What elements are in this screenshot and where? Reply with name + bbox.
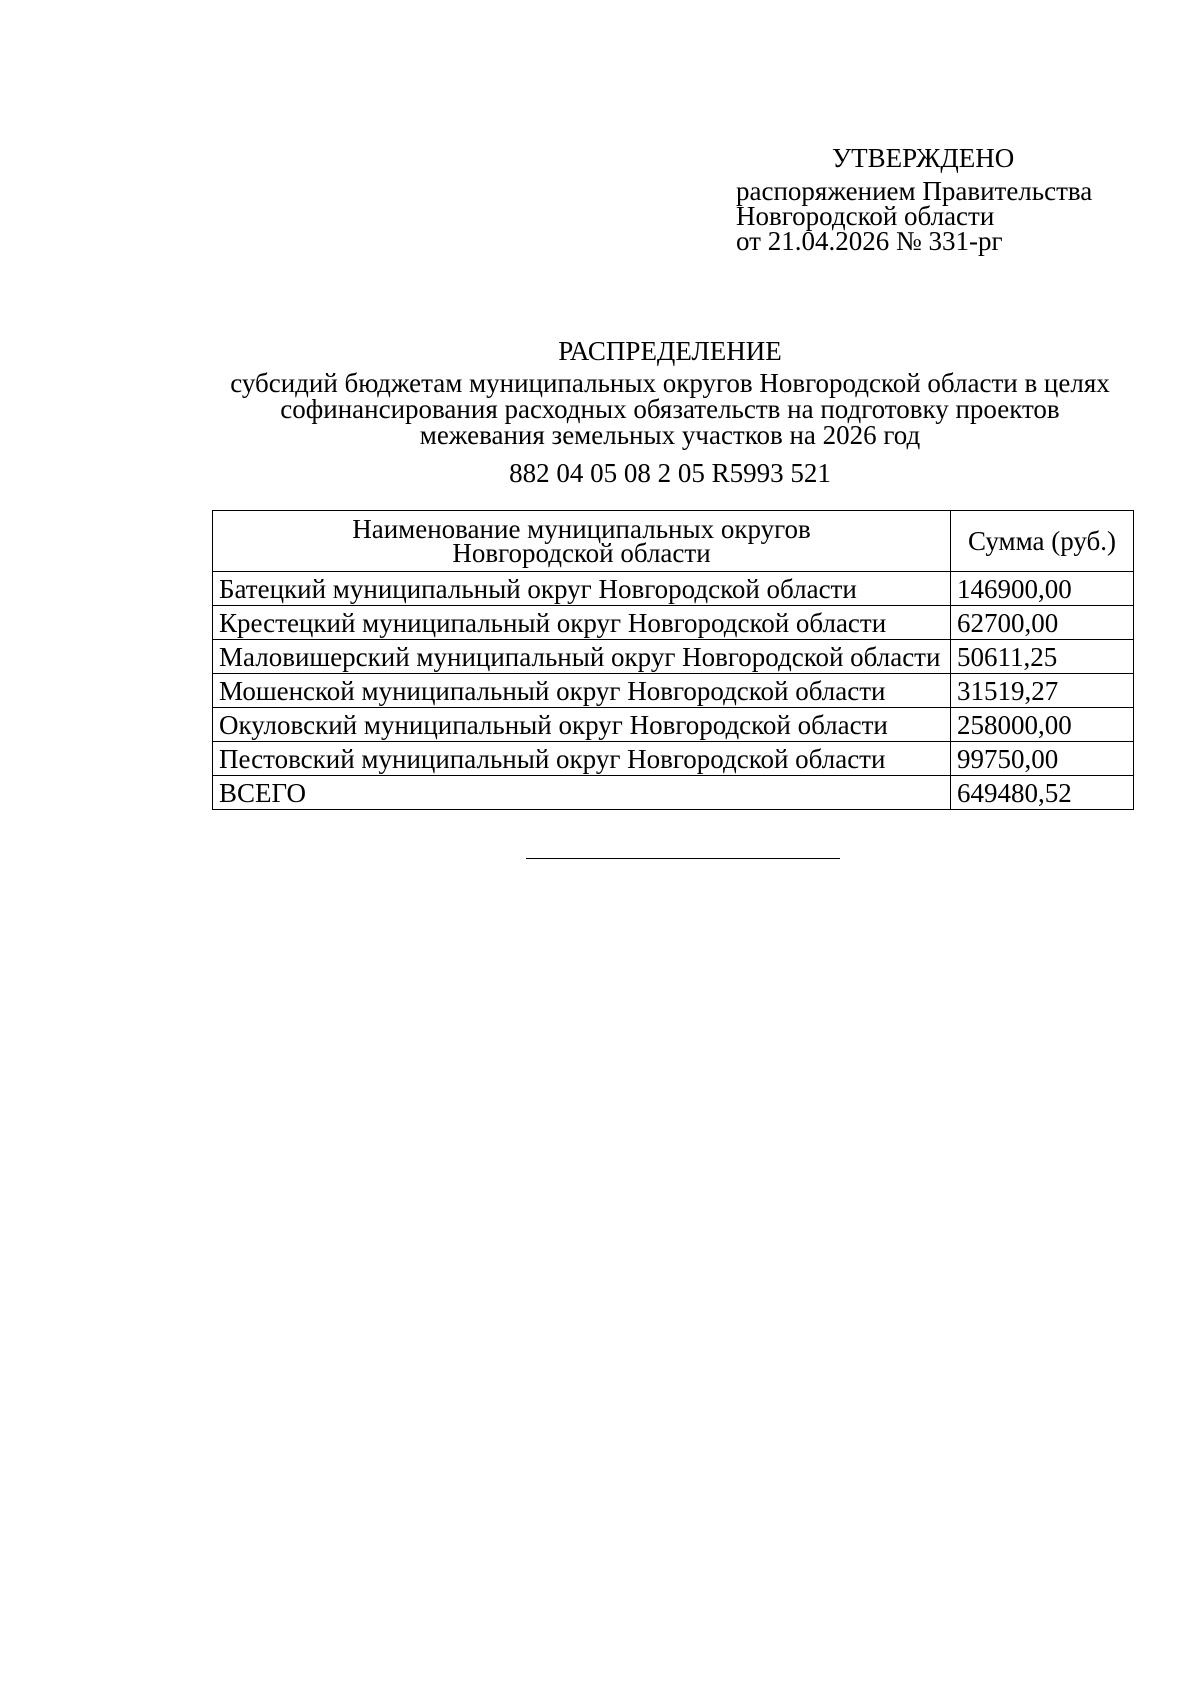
- table-row: [213, 742, 1134, 776]
- table-row: [213, 708, 1134, 742]
- approval-line-1: распоряжением Правительства: [736, 176, 1093, 206]
- table-row: [213, 572, 1134, 606]
- table-header-row: [213, 511, 1134, 572]
- row-sum-cell: 146900,00: [951, 572, 1134, 606]
- table-total-row: [213, 776, 1134, 810]
- row-name-cell: Маловишерский муниципальный округ Новгородской области: [213, 640, 951, 674]
- row-name-cell: Батецкий муниципальный округ Новгородской области: [213, 572, 951, 606]
- total-label-cell: ВСЕГО: [213, 776, 951, 810]
- row-sum-cell: 50611,25: [951, 640, 1134, 674]
- document-subtitle-line-2: софинансирования расходных обязательств на подготовку проектов: [280, 394, 1060, 424]
- approval-line-3: от 21.04.2026 № 331-рг: [736, 226, 1003, 256]
- document-subtitle-line-1: субсидий бюджетам муниципальных округов Новгородской области в целях: [230, 368, 1110, 398]
- table-row: [213, 640, 1134, 674]
- table-row: [213, 606, 1134, 640]
- header-sum-column: Сумма (руб.): [951, 511, 1134, 572]
- header-name-column: [213, 511, 951, 572]
- document-heading: РАСПРЕДЕЛЕНИЕ: [558, 336, 782, 366]
- document-subtitle-line-3: межевания земельных участков на 2026 год: [419, 420, 921, 450]
- row-name-cell: Окуловский муниципальный округ Новгородской области: [213, 708, 951, 742]
- row-name-cell: Крестецкий муниципальный округ Новгородской области: [213, 606, 951, 640]
- row-sum-cell: 99750,00: [951, 742, 1134, 776]
- total-sum-cell: 649480,52: [951, 776, 1134, 810]
- row-sum-cell: 62700,00: [951, 606, 1134, 640]
- table-row: [213, 674, 1134, 708]
- approved-label: УТВЕРЖДЕНО: [832, 143, 1015, 173]
- row-name-cell: Мошенской муниципальный округ Новгородской области: [213, 674, 951, 708]
- closing-divider-line: [526, 858, 840, 859]
- row-sum-cell: 31519,27: [951, 674, 1134, 708]
- budget-code: 882 04 05 08 2 05 R5993 521: [509, 458, 831, 488]
- document-title-block: [210, 338, 1130, 486]
- approval-line-2: Новгородской области: [736, 201, 995, 231]
- approval-stamp-block: [736, 143, 1136, 256]
- distribution-table: [212, 510, 1134, 810]
- row-name-cell: Пестовский муниципальный округ Новгородской области: [213, 742, 951, 776]
- header-name-line-1: Наименование муниципальных округов: [352, 514, 811, 544]
- header-name-line-2: Новгородской области: [452, 538, 711, 568]
- row-sum-cell: 258000,00: [951, 708, 1134, 742]
